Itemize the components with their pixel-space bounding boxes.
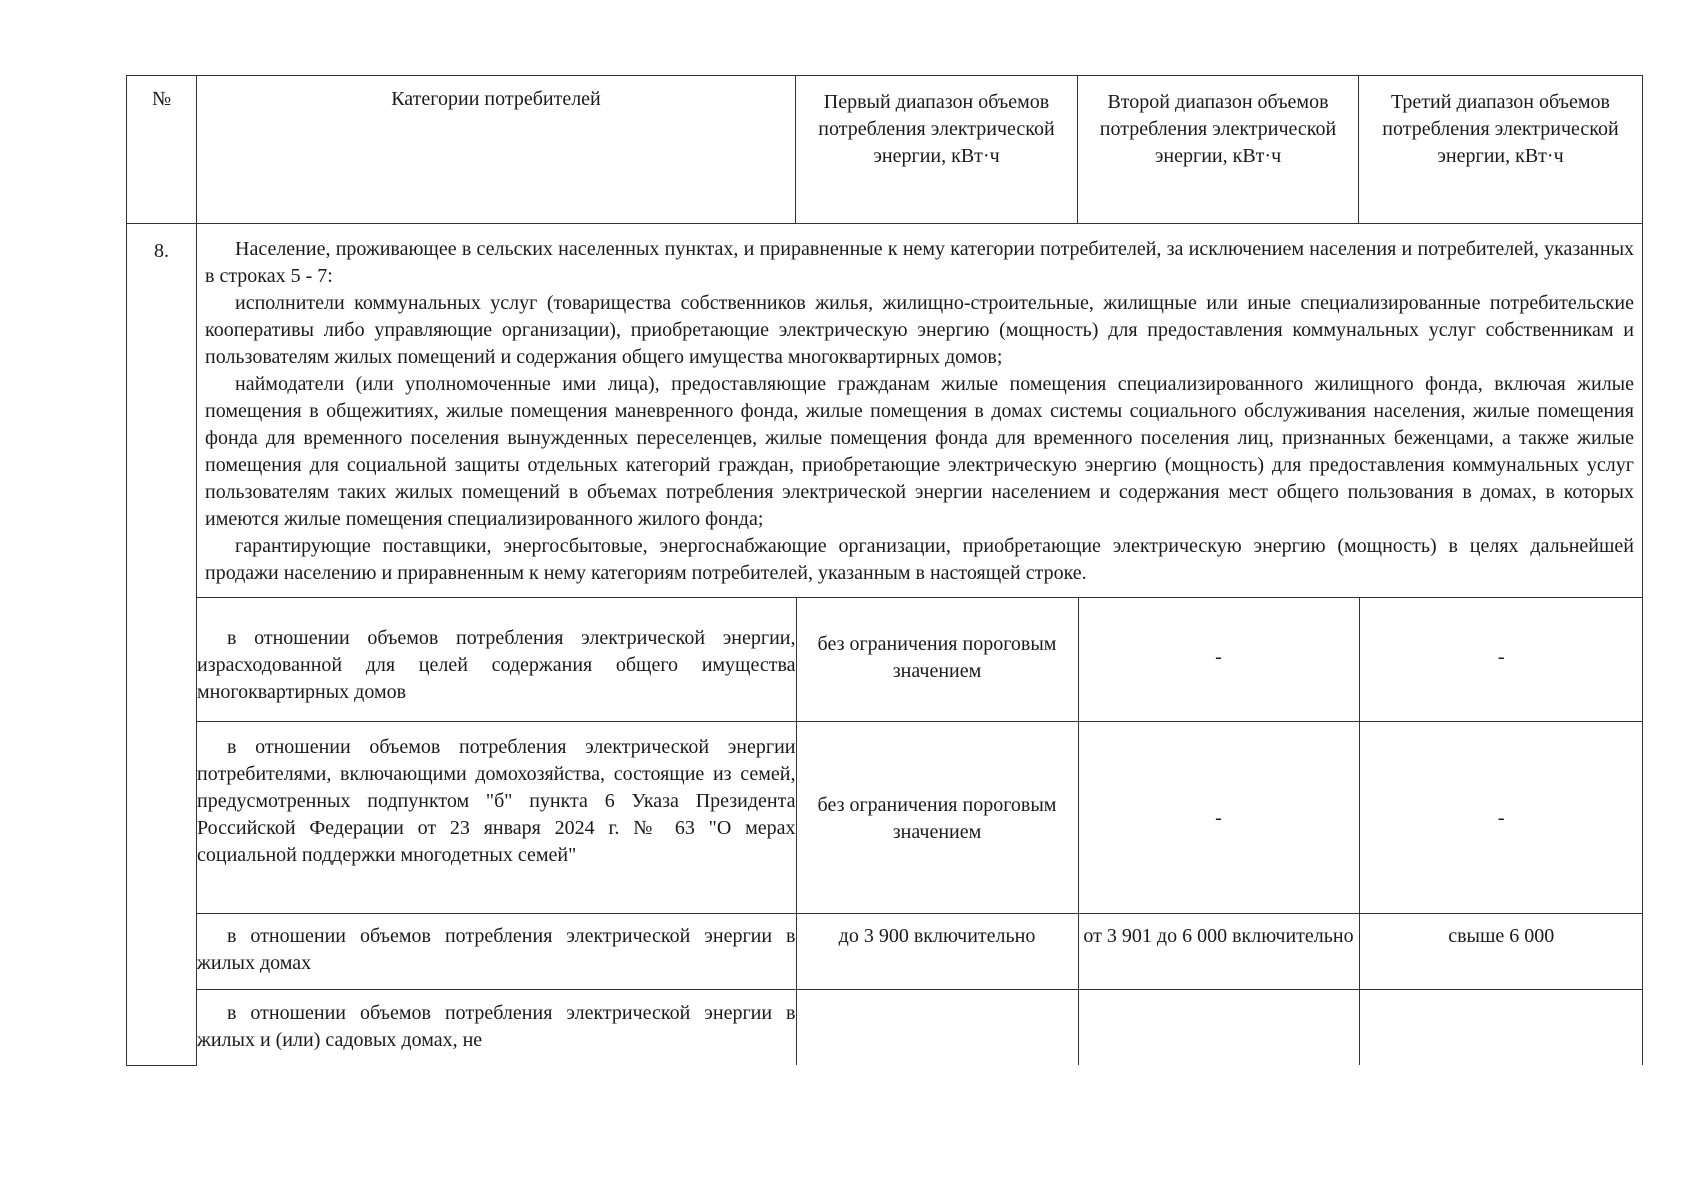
header-range-3: Третий диапазон объемов потребления электрической энергии, кВт·ч: [1359, 76, 1643, 224]
table-row-8: [127, 224, 1643, 598]
description-paragraph: наймодатели (или уполномоченные ими лица), предоставляющие гражданам жилые помещения специализированного жилищного фонда, включая жилые помещения в общежитиях, жилые помещения маневренного фонда, жилые помещения в домах системы социального обслуживания населения, жилые помещения фонда для временного поселения вынужденных переселенцев, жилые помещения фонда для временного поселения лиц, признанных беженцами, а также жилые помещения для социальной защиты отдельных категорий граждан, приобретающие электрическую энергию (мощность) для предоставления коммунальных услуг пользователям таких жилых помещений в объемах потребления электрической энергии населением и содержания мест общего пользования в домах, в которых имеются жилые помещения специализированного жилого фонда;: [205, 373, 1634, 530]
header-range-2: Второй диапазон объемов потребления электрической энергии, кВт·ч: [1078, 76, 1359, 224]
subrow-range-1: без ограничения пороговым значением: [796, 721, 1078, 913]
subrows-table: [197, 598, 1643, 1065]
subrow-range-1: без ограничения пороговым значением: [796, 598, 1078, 721]
table-row: [197, 721, 1643, 913]
table-row-8-subrows: [127, 598, 1643, 1066]
subrow-label: в отношении объемов потребления электрической энергии потребителями, включающими домохозяйства, состоящие из семей, предусмотренных подпунктом "б" пункта 6 Указа Президента Российской Федерации от 23 января 2024 г. № 63 "О мерах социальной поддержки многодетных семей": [197, 721, 796, 913]
table-row: [197, 913, 1643, 989]
subrow-range-2: -: [1078, 598, 1359, 721]
subrow-range-2: -: [1078, 721, 1359, 913]
description-paragraph: исполнители коммунальных услуг (товарищества собственников жилья, жилищно-строительные, жилищные или иные специализированные потребительские кооперативы либо управляющие организации), приобретающие электрическую энергию (мощность) для предоставления коммунальных услуг собственникам и пользователям жилых помещений и содержания общего имущества многоквартирных домов;: [205, 292, 1634, 368]
subrow-range-3: свыше 6 000: [1359, 913, 1643, 989]
header-category: Категории потребителей: [197, 76, 796, 224]
subrows-container: [197, 598, 1643, 1066]
subrow-range-1: до 3 900 включительно: [796, 913, 1078, 989]
table-row: [197, 598, 1643, 721]
subrow-label: в отношении объемов потребления электрической энергии в жилых и (или) садовых домах, не: [197, 989, 796, 1065]
description-paragraph: Население, проживающее в сельских населенных пунктах, и приравненные к нему категории потребителей, за исключением населения и потребителей, указанных в строках 5 - 7:: [205, 238, 1634, 287]
table-row: [197, 989, 1643, 1065]
row-number: 8.: [127, 224, 197, 1066]
table-header-row: [127, 76, 1643, 224]
subrow-range-1: [796, 989, 1078, 1065]
subrow-range-3: -: [1359, 721, 1643, 913]
subrow-range-3: [1359, 989, 1643, 1065]
header-number: №: [127, 76, 197, 224]
subrow-range-2: от 3 901 до 6 000 включительно: [1078, 913, 1359, 989]
header-range-1: Первый диапазон объемов потребления электрической энергии, кВт·ч: [796, 76, 1078, 224]
row-8-description: [197, 224, 1643, 598]
subrow-label: в отношении объемов потребления электрической энергии, израсходованной для целей содержания общего имущества многоквартирных домов: [197, 598, 796, 721]
subrow-range-2: [1078, 989, 1359, 1065]
tariff-table: [126, 75, 1643, 1066]
subrow-range-3: -: [1359, 598, 1643, 721]
subrow-label: в отношении объемов потребления электрической энергии в жилых домах: [197, 913, 796, 989]
description-paragraph: гарантирующие поставщики, энергосбытовые, энергоснабжающие организации, приобретающие электрическую энергию (мощность) в целях дальнейшей продажи населению и приравненным к нему категориям потребителей, указанным в настоящей строке.: [205, 535, 1634, 584]
